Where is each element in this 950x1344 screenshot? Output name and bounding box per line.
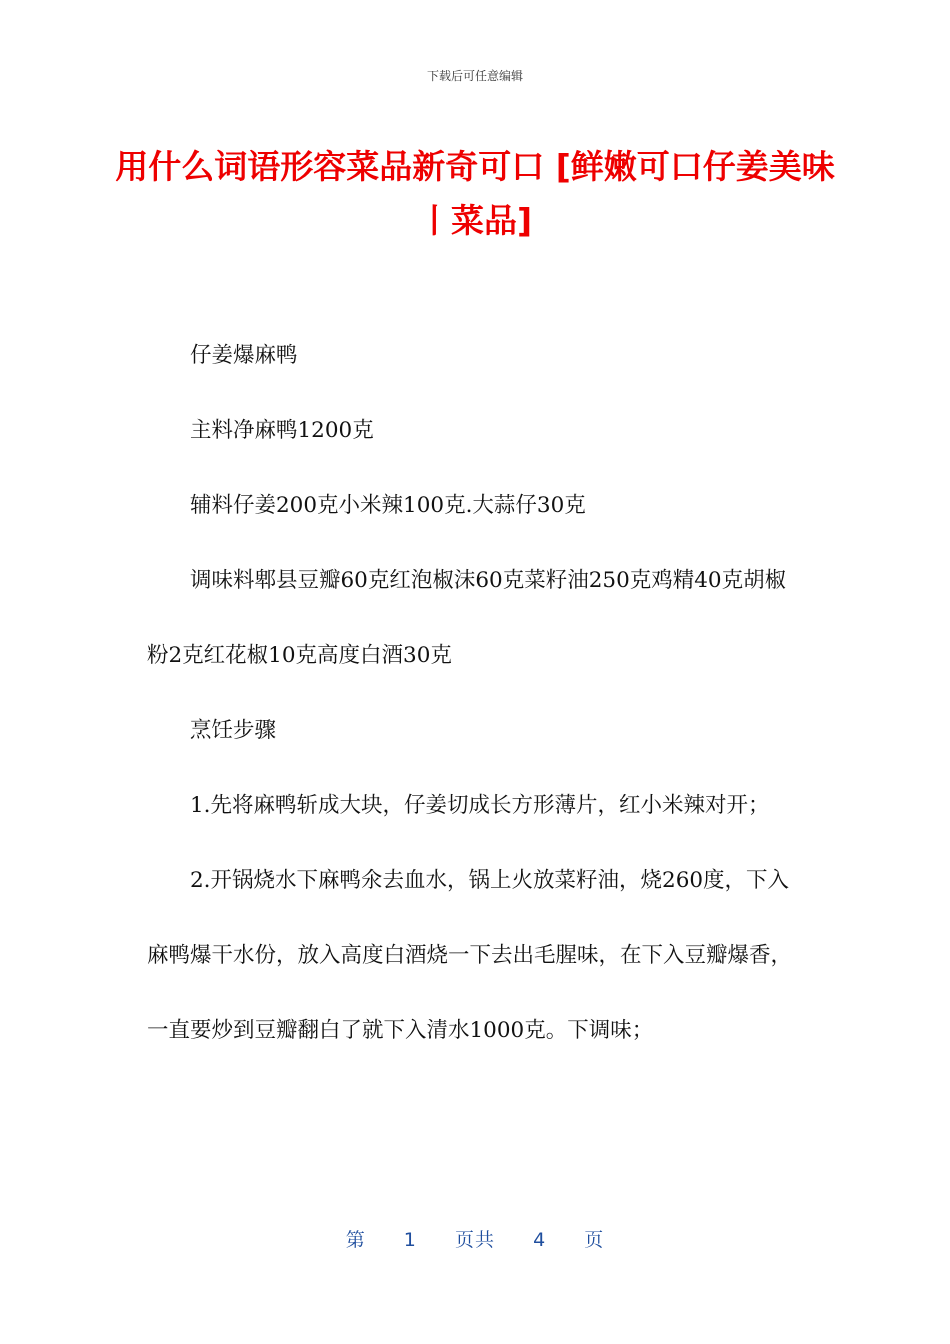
page-footer	[0, 1225, 950, 1252]
paragraph-step-2: 2.开锅烧水下麻鸭氽去血水，锅上火放菜籽油，烧260度，下入麻鸭爆干水份，放入高度白酒烧一下去出毛腥味，在下入豆瓣爆香，一直要炒到豆瓣翻白了就下入清水1000克。下调味；	[147, 868, 793, 1043]
footer-prefix: 第	[345, 1229, 366, 1251]
footer-middle: 页共	[454, 1229, 495, 1251]
document-body	[147, 318, 807, 1068]
footer-current-page: 1	[403, 1229, 417, 1251]
paragraph-step-1: 1.先将麻鸭斩成大块，仔姜切成长方形薄片，红小米辣对开；	[190, 793, 770, 818]
document-title: 用什么词语形容菜品新奇可口 [鲜嫩可口仔姜美味丨菜品]	[115, 147, 835, 240]
paragraph-steps-heading: 烹饪步骤	[190, 718, 277, 743]
footer-suffix: 页	[584, 1229, 605, 1251]
footer-total-pages: 4	[533, 1229, 547, 1251]
paragraph-dish-name: 仔姜爆麻鸭	[190, 343, 298, 368]
page-header: 下载后可任意编辑	[426, 69, 523, 83]
paragraph-auxiliary-ingredients: 辅料仔姜200克小米辣100克.大蒜仔30克	[190, 493, 586, 518]
paragraph-seasonings: 调味料郫县豆瓣60克红泡椒沫60克菜籽油250克鸡精40克胡椒粉2克红花椒10克高度白酒30克	[147, 568, 787, 668]
paragraph-main-ingredient: 主料净麻鸭1200克	[190, 418, 374, 443]
